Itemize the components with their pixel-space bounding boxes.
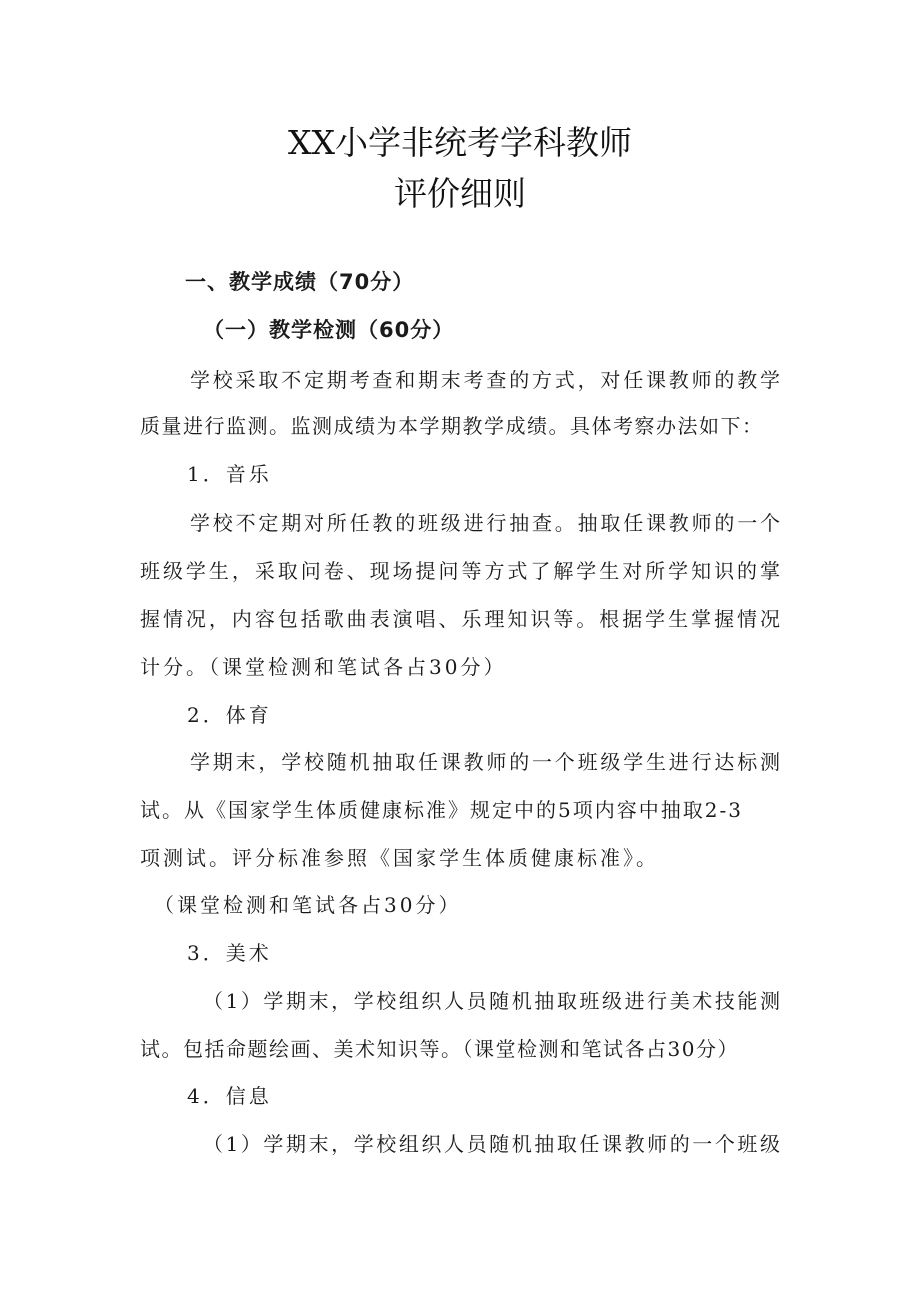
- item1-heading: 1．音乐: [187, 462, 272, 486]
- item2-paragraph-line: 项测试。评分标准参照《国家学生体质健康标准》。: [140, 846, 659, 870]
- item2-paragraph-line: 试。从《国家学生体质健康标准》规定中的5项内容中抽取2-3: [140, 798, 743, 822]
- item4-paragraph-line: （1）学期末，学校组织人员随机抽取任课教师的一个班级: [203, 1132, 782, 1156]
- section1-heading: 一、教学成绩（70分）: [185, 270, 415, 294]
- item2-paragraph-line: 学期末，学校随机抽取任课教师的一个班级学生进行达标测: [190, 750, 782, 774]
- item2-paragraph-line: （课堂检测和笔试各占30分）: [154, 893, 462, 917]
- item3-heading: 3．美术: [187, 941, 272, 965]
- subsection1-heading: （一）教学检测（60分）: [203, 318, 455, 342]
- item1-paragraph-line: 握情况，内容包括歌曲表演唱、乐理知识等。根据学生掌握情况: [140, 607, 782, 631]
- item1-paragraph-line: 学校不定期对所任教的班级进行抽查。抽取任课教师的一个: [190, 511, 782, 535]
- item2-heading: 2．体育: [187, 703, 272, 727]
- intro-paragraph-line: 质量进行监测。监测成绩为本学期教学成绩。具体考察办法如下：: [140, 414, 764, 438]
- document-title-line2: 评价细则: [394, 174, 526, 213]
- item3-paragraph-line: 试。包括命题绘画、美术知识等。（课堂检测和笔试各占30分）: [140, 1037, 739, 1061]
- item1-paragraph-line: 班级学生，采取问卷、现场提问等方式了解学生对所学知识的掌: [140, 559, 782, 583]
- item3-paragraph-line: （1）学期末，学校组织人员随机抽取班级进行美术技能测: [203, 989, 782, 1013]
- item1-paragraph-line: 计分。（课堂检测和笔试各占30分）: [140, 655, 507, 679]
- intro-paragraph-line: 学校采取不定期考查和期末考查的方式，对任课教师的教学: [190, 368, 782, 392]
- document-title-line1: XX小学非统考学科教师: [288, 123, 632, 162]
- item4-heading: 4．信息: [187, 1084, 272, 1108]
